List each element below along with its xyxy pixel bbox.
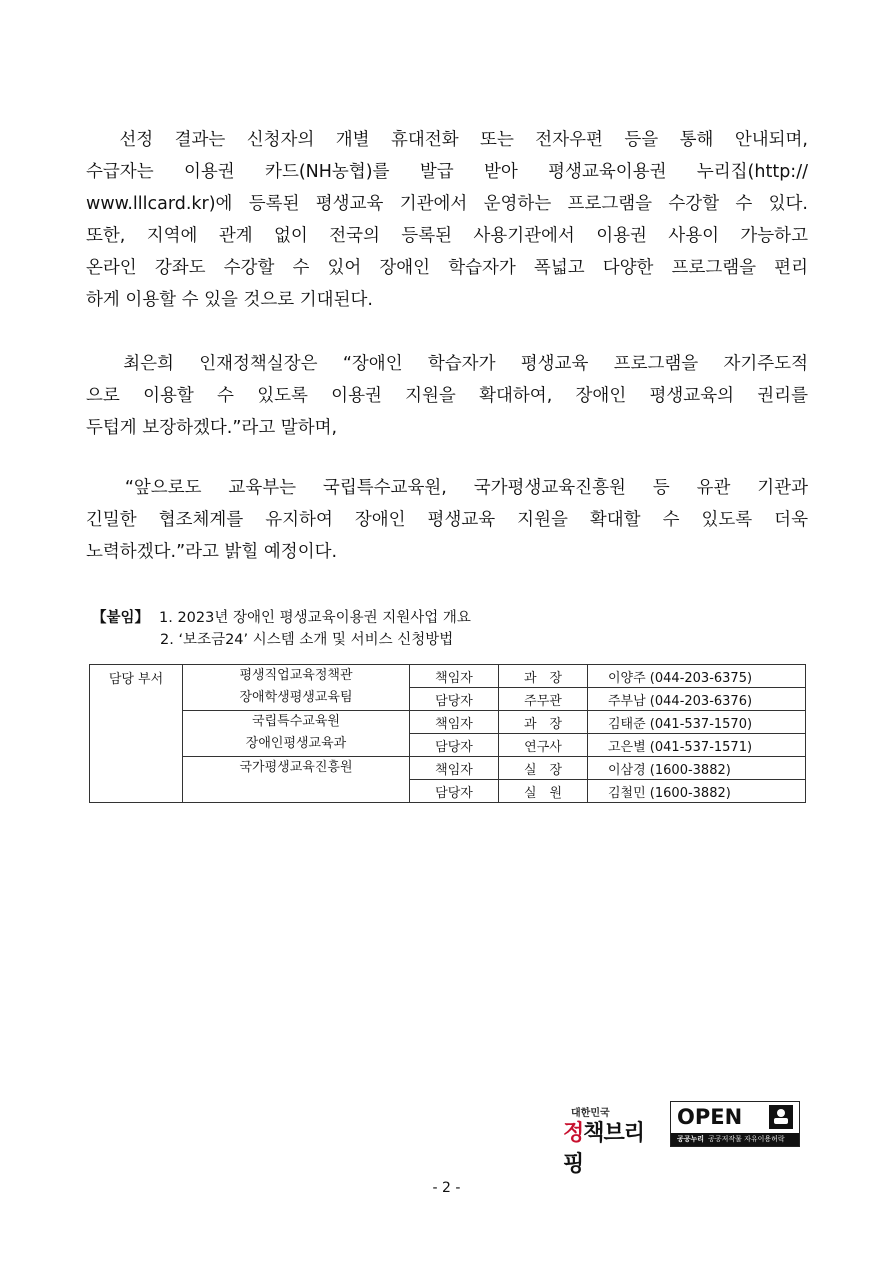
org-cell [183,711,410,757]
org-name-line: 장애학생평생교육팀 [239,690,353,705]
logo-small-text: 대한민국 [571,1108,610,1119]
contact-name-cell: 김태준 (041-537-1570) [588,711,806,734]
text-line: 선정 결과는 신청자의 개별 휴대전화 또는 전자우편 등을 통해 안내되며, [86,130,808,150]
role-cell: 책임자 [410,665,499,688]
text-line: 긴밀한 협조체계를 유지하여 장애인 평생교육 지원을 확대할 수 있도록 더욱 [86,510,808,530]
org-cell [183,665,410,711]
attribution-icon [769,1105,793,1129]
contact-name-cell: 고은별 (041-537-1571) [588,734,806,757]
logo-rest-text: 책브리핑 [563,1121,645,1177]
text-line: 수급자는 이용권 카드(NH농협)를 발급 받아 평생교육이용권 누리집(http:// [86,162,808,182]
position-cell: 과 장 [499,665,588,688]
text-line: 으로 이용할 수 있도록 이용권 지원을 확대하여, 장애인 평생교육의 권리를 [86,386,808,406]
text-line: 온라인 강좌도 수강할 수 있어 장애인 학습자가 폭넓고 다양한 프로그램을 편리 [86,258,808,278]
paragraph-ministry-quote [86,472,808,568]
text-line: 두텁게 보장하겠다.”라고 말하며, [86,418,338,438]
org-name-line: 국립특수교육원 [252,714,340,729]
contact-table [89,664,806,803]
kogl-open-logo [670,1101,800,1147]
attachment-item: 2. ‘보조금24’ 시스템 소개 및 서비스 신청방법 [160,632,454,648]
logo-open-top [671,1102,799,1132]
logo-open-bottom [671,1133,799,1146]
role-cell: 책임자 [410,711,499,734]
logo-red-char: 정 [563,1121,584,1146]
role-cell: 담당자 [410,780,499,803]
open-bottom-bold: 공공누리 [677,1135,705,1143]
attachment-row-1 [92,607,471,629]
role-cell: 책임자 [410,757,499,780]
text-line: 최은희 인재정책실장은 “장애인 학습자가 평생교육 프로그램을 자기주도적 [86,354,808,374]
table-row [90,757,806,780]
contact-name-cell: 주부남 (044-203-6376) [588,688,806,711]
org-name-line: 평생직업교육정책관 [239,668,353,683]
position-cell: 과 장 [499,711,588,734]
text-line: 하게 이용할 수 있을 것으로 기대된다. [86,290,373,310]
open-bottom-text: 공공저작물 자유이용허락 [708,1135,785,1143]
attachments [92,607,471,651]
text-line: 노력하겠다.”라고 밝힐 예정이다. [86,542,338,562]
org-name-line: 장애인평생교육과 [245,736,347,751]
position-cell: 주무관 [499,688,588,711]
attachment-item: 1. 2023년 장애인 평생교육이용권 지원사업 개요 [159,610,471,626]
paragraph-selection-result [86,124,808,316]
attachment-row-2 [92,629,471,651]
paragraph-director-quote [86,348,808,444]
org-cell [183,757,410,803]
text-line: 또한, 지역에 관계 없이 전국의 등록된 사용기관에서 이용권 사용이 가능하고 [86,226,808,246]
table-row [90,711,806,734]
contact-name-cell: 이양주 (044-203-6375) [588,665,806,688]
table-row [90,665,806,688]
position-cell: 실 장 [499,757,588,780]
contact-name-cell: 김철민 (1600-3882) [588,780,806,803]
page-number: - 2 - [432,1180,461,1196]
attachment-label: 【붙임】 [92,610,150,626]
text-line: www.lllcard.kr)에 등록된 평생교육 기관에서 운영하는 프로그램을 수강할 수 있다. [86,194,808,214]
org-name-line: 국가평생교육진흥원 [239,760,353,775]
logo-big-text [563,1116,661,1178]
role-cell: 담당자 [410,734,499,757]
position-cell: 연구사 [499,734,588,757]
position-cell: 실 원 [499,780,588,803]
dept-label-cell: 담당 부서 [90,665,183,803]
person-icon [769,1105,793,1129]
text-line: “앞으로도 교육부는 국립특수교육원, 국가평생교육진흥원 등 유관 기관과 [86,478,808,498]
contact-name-cell: 이삼경 (1600-3882) [588,757,806,780]
policy-briefing-logo [563,1104,661,1177]
role-cell: 담당자 [410,688,499,711]
open-word: OPEN [677,1105,743,1129]
